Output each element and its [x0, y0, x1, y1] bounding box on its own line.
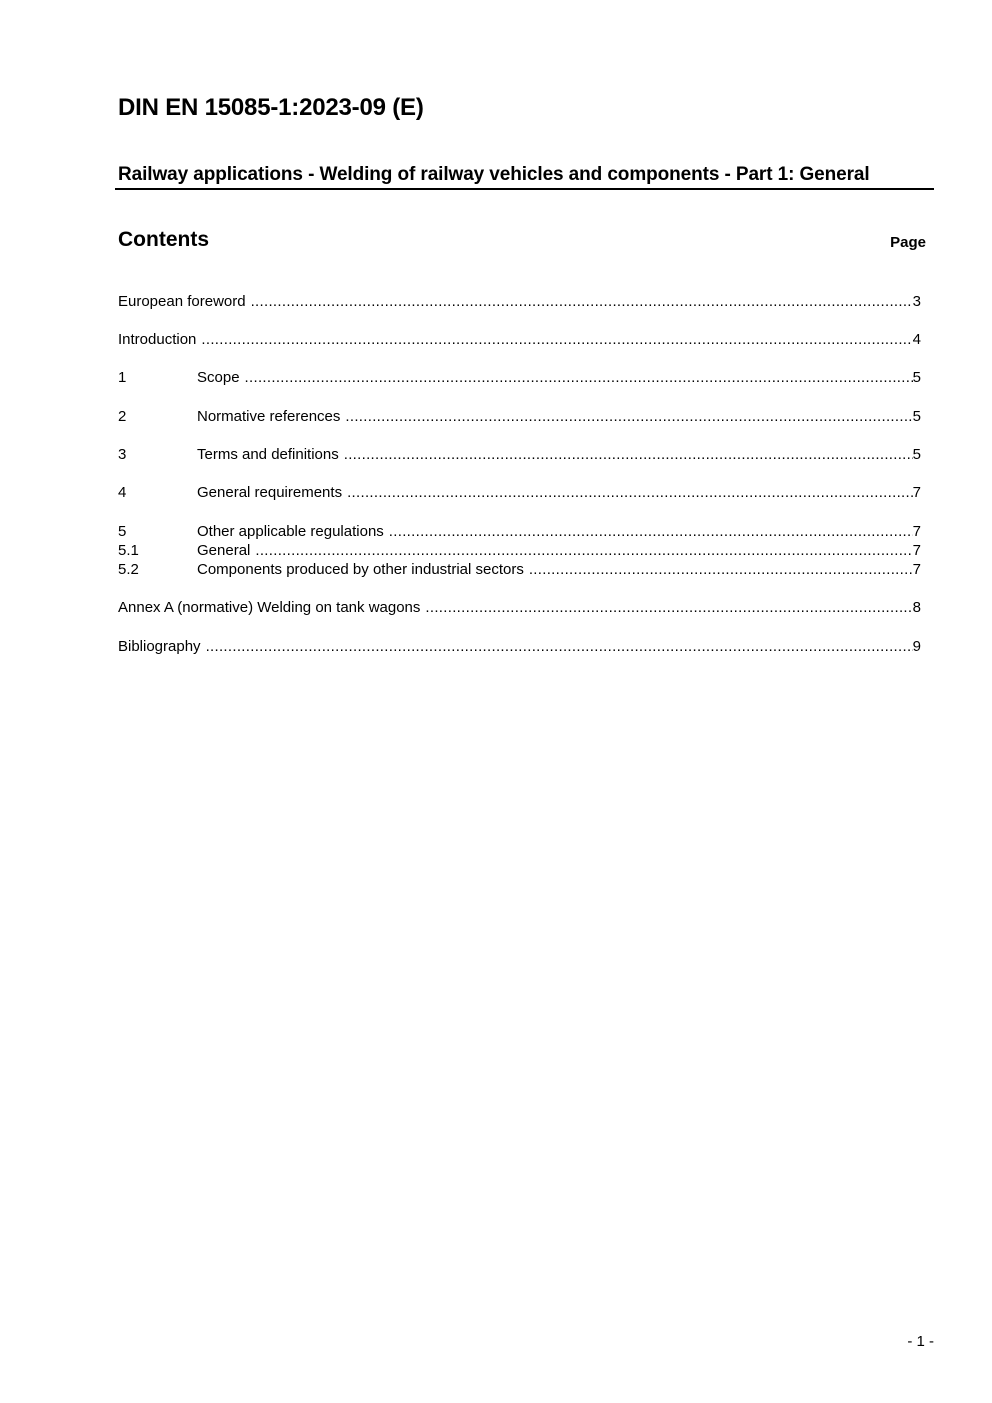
toc-entry-number: 2 — [118, 408, 127, 425]
toc-entry-number: 5 — [118, 523, 127, 540]
toc-entry-title: Annex A (normative) Welding on tank wagons — [118, 599, 421, 616]
toc-dot-leader — [245, 368, 913, 387]
toc-entry-annex-a[interactable] — [118, 598, 921, 617]
toc-dot-leader — [529, 560, 913, 579]
toc-dot-leader — [389, 522, 913, 541]
toc-entry-number: 5.2 — [118, 561, 139, 578]
toc-entry-other-applicable-regulations[interactable] — [118, 522, 921, 541]
toc-entry-title: European foreword — [118, 293, 246, 310]
toc-entry-bibliography[interactable] — [118, 637, 921, 656]
toc-entry-page: 5 — [912, 408, 921, 425]
toc-entry-title: Normative references — [197, 408, 341, 425]
toc-entry-title: Terms and definitions — [197, 446, 339, 463]
toc-entry-scope[interactable] — [118, 368, 921, 387]
toc-dot-leader — [344, 445, 913, 464]
table-of-contents — [118, 0, 921, 700]
toc-entry-number: 4 — [118, 484, 127, 501]
toc-entry-european-foreword[interactable] — [118, 292, 921, 311]
toc-dot-leader — [201, 330, 912, 349]
toc-entry-page: 8 — [912, 599, 921, 616]
toc-dot-leader — [345, 407, 912, 426]
toc-dot-leader — [347, 483, 913, 502]
page-number: - 1 - — [907, 1333, 934, 1350]
contents-heading: Contents — [118, 228, 209, 251]
toc-entry-title: Components produced by other industrial sectors — [197, 561, 524, 578]
toc-entry-general[interactable] — [118, 541, 921, 560]
toc-entry-title: Introduction — [118, 331, 197, 348]
document-title: Railway applications - Welding of railway vehicles and components - Part 1: General — [118, 164, 870, 185]
toc-entry-terms-and-definitions[interactable] — [118, 445, 921, 464]
document-id: DIN EN 15085-1:2023-09 (E) — [118, 94, 424, 121]
toc-entry-page: 3 — [912, 293, 921, 310]
page-column-label: Page — [890, 234, 926, 251]
toc-dot-leader — [255, 541, 912, 560]
toc-entry-page: 7 — [912, 523, 921, 540]
toc-entry-number: 3 — [118, 446, 127, 463]
toc-entry-page: 7 — [912, 484, 921, 501]
toc-entry-introduction[interactable] — [118, 330, 921, 349]
toc-entry-page: 9 — [912, 638, 921, 655]
toc-entry-title: General requirements — [197, 484, 343, 501]
toc-entry-title: Scope — [197, 369, 240, 386]
toc-dot-leader — [251, 292, 913, 311]
toc-dot-leader — [425, 598, 912, 617]
toc-entry-page: 5 — [912, 446, 921, 463]
toc-entry-title: Other applicable regulations — [197, 523, 384, 540]
toc-dot-leader — [206, 637, 913, 656]
toc-entry-page: 7 — [912, 561, 921, 578]
toc-entry-normative-references[interactable] — [118, 407, 921, 426]
toc-entry-page: 4 — [912, 331, 921, 348]
toc-entry-title: Bibliography — [118, 638, 201, 655]
toc-entry-components-other-sectors[interactable] — [118, 560, 921, 579]
toc-entry-number: 1 — [118, 369, 127, 386]
toc-entry-general-requirements[interactable] — [118, 483, 921, 502]
toc-entry-number: 5.1 — [118, 542, 139, 559]
toc-entry-page: 7 — [912, 542, 921, 559]
toc-entry-page: 5 — [912, 369, 921, 386]
toc-entry-title: General — [197, 542, 251, 559]
